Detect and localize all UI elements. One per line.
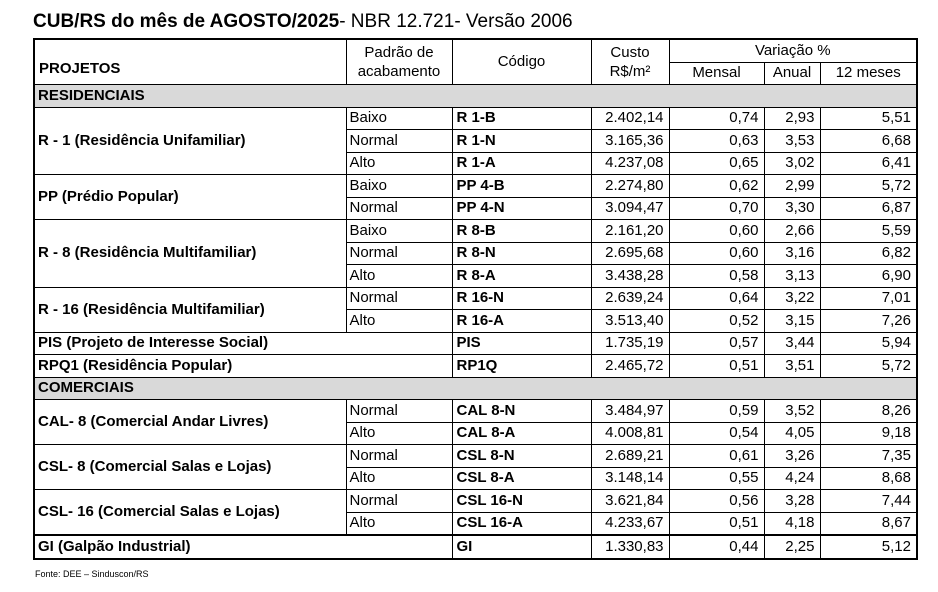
document-title (33, 11, 573, 33)
anual-cell: 3,53 (764, 130, 820, 153)
mensal-cell: 0,61 (669, 445, 764, 468)
custo-cell: 2.465,72 (591, 355, 669, 378)
header-codigo: Código (452, 39, 591, 85)
source-note: Fonte: DEE – Sinduscon/RS (35, 569, 149, 579)
codigo-cell: CAL 8-A (452, 422, 591, 445)
anual-cell: 4,24 (764, 467, 820, 490)
table-row (34, 355, 917, 378)
anual-cell: 3,22 (764, 287, 820, 310)
codigo-cell: R 8-B (452, 220, 591, 243)
header-padrao: Padrão de acabamento (346, 39, 452, 85)
12-meses-cell: 6,82 (820, 242, 917, 265)
anual-cell: 4,05 (764, 422, 820, 445)
mensal-cell: 0,56 (669, 490, 764, 513)
custo-cell: 2.695,68 (591, 242, 669, 265)
padrao-cell: Normal (346, 130, 452, 153)
anual-cell: 3,52 (764, 400, 820, 423)
anual-cell: 3,26 (764, 445, 820, 468)
projeto-name: R - 1 (Residência Unifamiliar) (34, 107, 346, 175)
12-meses-cell: 6,87 (820, 197, 917, 220)
padrao-cell: Baixo (346, 107, 452, 130)
mensal-cell: 0,57 (669, 332, 764, 355)
anual-cell: 4,18 (764, 512, 820, 535)
12-meses-cell: 6,68 (820, 130, 917, 153)
padrao-cell: Alto (346, 310, 452, 333)
header-custo: Custo R$/m² (591, 39, 669, 85)
padrao-cell: Alto (346, 467, 452, 490)
custo-cell: 4.237,08 (591, 152, 669, 175)
projeto-name: R - 8 (Residência Multifamiliar) (34, 220, 346, 288)
codigo-cell: RP1Q (452, 355, 591, 378)
table-row (34, 490, 917, 513)
anual-cell: 3,30 (764, 197, 820, 220)
12-meses-cell: 9,18 (820, 422, 917, 445)
12-meses-cell: 7,35 (820, 445, 917, 468)
12-meses-cell: 6,41 (820, 152, 917, 175)
codigo-cell: CSL 16-A (452, 512, 591, 535)
mensal-cell: 0,54 (669, 422, 764, 445)
12-meses-cell: 5,12 (820, 535, 917, 559)
header-variacao: Variação % (669, 39, 917, 62)
codigo-cell: CSL 16-N (452, 490, 591, 513)
custo-cell: 2.161,20 (591, 220, 669, 243)
padrao-cell: Alto (346, 265, 452, 288)
custo-cell: 2.274,80 (591, 175, 669, 198)
header-projetos: PROJETOS (34, 39, 346, 85)
mensal-cell: 0,59 (669, 400, 764, 423)
mensal-cell: 0,74 (669, 107, 764, 130)
projeto-name: CSL- 16 (Comercial Salas e Lojas) (34, 490, 346, 536)
codigo-cell: R 1-A (452, 152, 591, 175)
anual-cell: 2,66 (764, 220, 820, 243)
codigo-cell: CSL 8-N (452, 445, 591, 468)
table-row (34, 220, 917, 243)
anual-cell: 3,44 (764, 332, 820, 355)
mensal-cell: 0,60 (669, 220, 764, 243)
custo-cell: 4.233,67 (591, 512, 669, 535)
codigo-cell: R 8-N (452, 242, 591, 265)
anual-cell: 3,13 (764, 265, 820, 288)
header-12-meses: 12 meses (820, 62, 917, 85)
header-row-1 (34, 39, 917, 62)
header-mensal: Mensal (669, 62, 764, 85)
codigo-cell: PIS (452, 332, 591, 355)
table-row (34, 107, 917, 130)
12-meses-cell: 5,51 (820, 107, 917, 130)
padrao-cell: Normal (346, 242, 452, 265)
custo-cell: 3.165,36 (591, 130, 669, 153)
mensal-cell: 0,65 (669, 152, 764, 175)
mensal-cell: 0,58 (669, 265, 764, 288)
mensal-cell: 0,51 (669, 512, 764, 535)
section-label: COMERCIAIS (34, 377, 917, 400)
projeto-name: GI (Galpão Industrial) (34, 535, 452, 559)
padrao-cell: Normal (346, 490, 452, 513)
table-row (34, 287, 917, 310)
12-meses-cell: 5,59 (820, 220, 917, 243)
mensal-cell: 0,55 (669, 467, 764, 490)
padrao-cell: Alto (346, 152, 452, 175)
mensal-cell: 0,60 (669, 242, 764, 265)
mensal-cell: 0,44 (669, 535, 764, 559)
custo-cell: 3.513,40 (591, 310, 669, 333)
padrao-cell: Baixo (346, 220, 452, 243)
anual-cell: 3,28 (764, 490, 820, 513)
codigo-cell: R 16-N (452, 287, 591, 310)
12-meses-cell: 5,72 (820, 175, 917, 198)
custo-cell: 1.735,19 (591, 332, 669, 355)
title-rest: - NBR 12.721- Versão 2006 (339, 11, 573, 32)
12-meses-cell: 7,26 (820, 310, 917, 333)
codigo-cell: CAL 8-N (452, 400, 591, 423)
padrao-cell: Normal (346, 197, 452, 220)
custo-cell: 3.148,14 (591, 467, 669, 490)
custo-cell: 1.330,83 (591, 535, 669, 559)
12-meses-cell: 6,90 (820, 265, 917, 288)
custo-cell: 3.094,47 (591, 197, 669, 220)
table-row (34, 445, 917, 468)
12-meses-cell: 8,67 (820, 512, 917, 535)
section-comerciais (34, 377, 917, 400)
mensal-cell: 0,63 (669, 130, 764, 153)
custo-cell: 3.621,84 (591, 490, 669, 513)
section-residenciais (34, 85, 917, 108)
padrao-cell: Normal (346, 400, 452, 423)
12-meses-cell: 7,44 (820, 490, 917, 513)
codigo-cell: PP 4-N (452, 197, 591, 220)
mensal-cell: 0,70 (669, 197, 764, 220)
custo-cell: 2.402,14 (591, 107, 669, 130)
12-meses-cell: 7,01 (820, 287, 917, 310)
codigo-cell: R 16-A (452, 310, 591, 333)
custo-cell: 3.438,28 (591, 265, 669, 288)
table-row (34, 332, 917, 355)
mensal-cell: 0,62 (669, 175, 764, 198)
title-bold: CUB/RS do mês de AGOSTO/2025 (33, 11, 340, 32)
anual-cell: 2,25 (764, 535, 820, 559)
custo-cell: 2.689,21 (591, 445, 669, 468)
projeto-name: RPQ1 (Residência Popular) (34, 355, 452, 378)
projeto-name: CAL- 8 (Comercial Andar Livres) (34, 400, 346, 445)
codigo-cell: R 1-B (452, 107, 591, 130)
12-meses-cell: 8,26 (820, 400, 917, 423)
codigo-cell: R 1-N (452, 130, 591, 153)
table-row (34, 535, 917, 559)
section-label: RESIDENCIAIS (34, 85, 917, 108)
projeto-name: CSL- 8 (Comercial Salas e Lojas) (34, 445, 346, 490)
anual-cell: 3,16 (764, 242, 820, 265)
custo-cell: 4.008,81 (591, 422, 669, 445)
12-meses-cell: 5,94 (820, 332, 917, 355)
custo-cell: 2.639,24 (591, 287, 669, 310)
12-meses-cell: 8,68 (820, 467, 917, 490)
padrao-cell: Baixo (346, 175, 452, 198)
projeto-name: PP (Prédio Popular) (34, 175, 346, 220)
projeto-name: R - 16 (Residência Multifamiliar) (34, 287, 346, 332)
header-anual: Anual (764, 62, 820, 85)
padrao-cell: Alto (346, 422, 452, 445)
custo-cell: 3.484,97 (591, 400, 669, 423)
anual-cell: 3,51 (764, 355, 820, 378)
codigo-cell: PP 4-B (452, 175, 591, 198)
codigo-cell: R 8-A (452, 265, 591, 288)
anual-cell: 2,93 (764, 107, 820, 130)
mensal-cell: 0,51 (669, 355, 764, 378)
anual-cell: 2,99 (764, 175, 820, 198)
mensal-cell: 0,52 (669, 310, 764, 333)
padrao-cell: Alto (346, 512, 452, 535)
table-row (34, 175, 917, 198)
padrao-cell: Normal (346, 287, 452, 310)
anual-cell: 3,15 (764, 310, 820, 333)
padrao-cell: Normal (346, 445, 452, 468)
12-meses-cell: 5,72 (820, 355, 917, 378)
mensal-cell: 0,64 (669, 287, 764, 310)
table-row (34, 400, 917, 423)
cub-table (33, 38, 918, 560)
codigo-cell: CSL 8-A (452, 467, 591, 490)
codigo-cell: GI (452, 535, 591, 559)
anual-cell: 3,02 (764, 152, 820, 175)
projeto-name: PIS (Projeto de Interesse Social) (34, 332, 452, 355)
